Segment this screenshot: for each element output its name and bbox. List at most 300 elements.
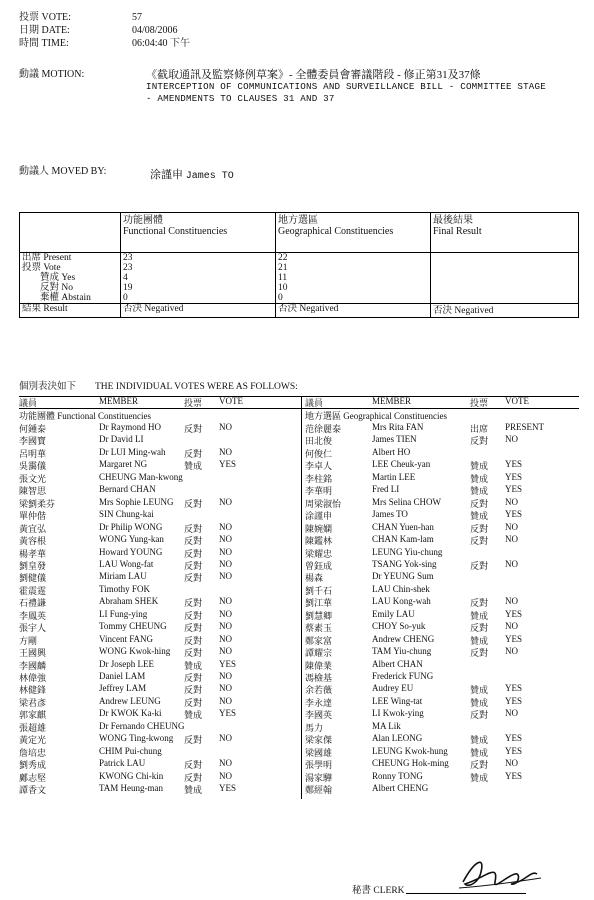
vote-zh: 反對: [184, 548, 203, 559]
fc-member-row: [19, 559, 299, 571]
member-name-en: Martin LEE: [372, 471, 416, 482]
vote-en: NO: [219, 571, 232, 582]
fc-member-row: [19, 609, 299, 621]
vote-zh: 反對: [184, 673, 203, 683]
fc-column-header: 議員 MEMBER 投票 VOTE: [19, 396, 243, 408]
fc-section-title: 功能團體 Functional Constituencies: [19, 411, 151, 421]
member-name-zh: 王國興: [19, 648, 47, 659]
fc-member-row: [19, 646, 299, 658]
member-name-zh: 陳偉業: [305, 660, 333, 671]
vote-zh: 反對: [470, 536, 489, 547]
gc-member-row: [305, 783, 580, 795]
fc-member-row: [19, 596, 299, 608]
gc-member-row: [305, 683, 580, 695]
gc-member-row: [305, 621, 580, 633]
gc-section-title: 地方選區 Geographical Constituencies: [305, 411, 447, 421]
member-name-zh: 張文光: [19, 473, 47, 484]
gc-member-row: [305, 584, 580, 596]
vote-en: YES: [219, 658, 237, 669]
member-name-zh: 劉千石: [305, 585, 333, 596]
fc-member-row: [19, 634, 299, 646]
vote-zh: 反對: [184, 424, 203, 434]
fc-member-row: [19, 696, 299, 708]
summary-row-labels: [20, 253, 121, 304]
fc-member-row: [19, 683, 299, 695]
vote-zh: 反對: [184, 560, 203, 571]
vote-en: NO: [219, 683, 232, 694]
vote-zh: 反對: [184, 536, 203, 547]
member-name-zh: 鄺志堅: [19, 772, 47, 783]
gc-member-row: [305, 484, 580, 496]
gc-member-row: [305, 434, 580, 446]
gc-member-row: [305, 659, 580, 671]
member-name-zh: 吳靄儀: [19, 461, 47, 472]
vote-en: YES: [505, 471, 523, 482]
fc-member-row: [19, 459, 299, 471]
gc-member-row: [305, 708, 580, 720]
member-name-zh: 何俊仁: [305, 448, 333, 459]
vote-zh: 贊成: [184, 461, 203, 472]
member-name-en: CHEUNG Hok-ming: [372, 758, 449, 769]
motion-text: [146, 69, 586, 105]
vote-en: NO: [505, 621, 518, 632]
member-name-zh: 李永達: [305, 697, 333, 708]
mover-zh: 涂謹申: [150, 169, 183, 181]
vote-zh: 贊成: [184, 710, 203, 721]
vote-zh: 反對: [470, 648, 489, 659]
vote-en: YES: [505, 509, 523, 520]
member-name-zh: 梁家傑: [305, 735, 333, 746]
fc-member-row: [19, 584, 299, 596]
member-name-zh: 張宇人: [19, 623, 47, 634]
member-name-en: KWONG Chi-kin: [99, 770, 164, 781]
vote-zh: 反對: [184, 623, 203, 634]
vote-zh: 贊成: [470, 635, 489, 646]
member-name-en: Emily LAU: [372, 608, 415, 619]
fc-member-row: [19, 659, 299, 671]
member-name-en: Albert CHAN: [372, 658, 423, 669]
gc-column-header: 議員 MEMBER 投票 VOTE: [305, 396, 529, 408]
gc-counts: 22 21 11 10 0: [276, 253, 431, 304]
vote-en: NO: [505, 708, 518, 719]
vote-zh: 反對: [184, 697, 203, 708]
member-name-zh: 呂明華: [19, 448, 47, 459]
member-name-en: LEE Wing-tat: [372, 695, 423, 706]
member-name-en: LAU Chin-shek: [372, 583, 430, 594]
vote-en: NO: [219, 558, 232, 569]
member-name-en: Dr David LI: [99, 434, 144, 445]
member-name-zh: 楊森: [305, 573, 324, 584]
member-name-zh: 李國麟: [19, 660, 47, 671]
vote-en: NO: [219, 646, 232, 657]
vote-en: NO: [219, 633, 232, 644]
member-name-en: LEE Cheuk-yan: [372, 459, 431, 470]
vote-en: PRESENT: [505, 422, 545, 432]
member-name-en: Audrey EU: [372, 683, 414, 694]
member-name-en: Ronny TONG: [372, 770, 423, 781]
member-name-zh: 范徐麗泰: [305, 424, 342, 434]
fc-member-row: [19, 783, 299, 795]
motion-label: 動議 MOTION:: [19, 69, 85, 80]
member-name-zh: 譚耀宗: [305, 648, 333, 659]
vote-zh: 反對: [470, 710, 489, 721]
fc-member-row: [19, 509, 299, 521]
member-name-zh: 郭家麒: [19, 710, 47, 721]
member-name-en: Albert HO: [372, 446, 411, 457]
gc-member-row: [305, 758, 580, 770]
member-name-zh: 馬力: [305, 722, 324, 733]
vote-zh: 贊成: [470, 685, 489, 696]
fc-member-row: [19, 758, 299, 770]
vote-en: NO: [219, 671, 232, 681]
gc-member-row: [305, 509, 580, 521]
member-name-zh: 霍震霆: [19, 585, 47, 596]
vote-zh: 反對: [184, 772, 203, 783]
member-name-zh: 楊孝華: [19, 548, 47, 559]
vote-zh: 反對: [470, 436, 489, 447]
member-name-en: James TO: [372, 509, 408, 520]
vote-number: 57: [132, 12, 142, 23]
member-name-zh: 劉皇發: [19, 560, 47, 571]
gc-member-row: [305, 522, 580, 534]
member-name-en: SIN Chung-kai: [99, 509, 154, 520]
member-name-en: Dr Raymond HO: [99, 422, 161, 432]
member-name-en: CHIM Pui-chung: [99, 745, 162, 756]
member-name-en: Andrew LEUNG: [99, 695, 161, 706]
vote-zh: 反對: [184, 735, 203, 746]
member-name-en: LAU Wong-fat: [99, 558, 154, 569]
final-result: 否決 Negatived: [431, 304, 579, 318]
present-label: 出席 Present: [22, 253, 72, 263]
votes-column-divider: [301, 396, 302, 799]
fc-member-row: [19, 522, 299, 534]
member-name-zh: 劉江華: [305, 598, 333, 609]
gc-member-row: [305, 596, 580, 608]
result-label: 結果 Result: [20, 304, 121, 318]
member-name-en: Fred LI: [372, 484, 400, 495]
fc-member-row: [19, 547, 299, 559]
vote-en: NO: [219, 621, 232, 632]
member-name-zh: 黃容根: [19, 536, 47, 547]
member-name-zh: 詹培忠: [19, 747, 47, 758]
member-name-en: LI Fung-ying: [99, 608, 148, 619]
vote-en: YES: [219, 459, 237, 470]
member-name-en: Mrs Sophie LEUNG: [99, 496, 174, 507]
final-result-header: 最後結果 Final Result: [431, 213, 579, 253]
fc-member-row: [19, 534, 299, 546]
member-name-zh: 劉慧卿: [305, 610, 333, 621]
member-name-zh: 李鳳英: [19, 610, 47, 621]
vote-zh: 出席: [470, 424, 489, 434]
member-name-en: TAM Yiu-chung: [372, 646, 432, 657]
vote-zh: 反對: [184, 498, 203, 509]
member-name-zh: 單仲偕: [19, 511, 47, 522]
member-name-zh: 林偉強: [19, 673, 47, 683]
gc-member-row: [305, 646, 580, 658]
member-name-zh: 馮檢基: [305, 673, 333, 683]
vote-en: YES: [505, 745, 523, 756]
vote-zh: 贊成: [470, 511, 489, 522]
fc-member-row: [19, 422, 299, 434]
vote-en: NO: [219, 446, 232, 457]
moved-by-label: 動議人 MOVED BY:: [19, 166, 107, 177]
vote-zh: 贊成: [470, 772, 489, 783]
vote-en: NO: [505, 521, 518, 532]
member-name-en: Bernard CHAN: [99, 484, 156, 495]
member-name-en: LAU Kong-wah: [372, 596, 431, 607]
vote-zh: 贊成: [470, 735, 489, 746]
member-name-en: Vincent FANG: [99, 633, 154, 644]
vote-en: NO: [505, 758, 518, 769]
fc-member-row: [19, 484, 299, 496]
gc-member-row: [305, 534, 580, 546]
member-name-en: LI Kwok-ying: [372, 708, 424, 719]
gc-member-row: [305, 771, 580, 783]
fc-result: 否決 Negatived: [121, 304, 276, 318]
member-name-en: Dr KWOK Ka-ki: [99, 708, 162, 719]
vote-en: YES: [505, 484, 523, 495]
member-name-zh: 陳婉嫻: [305, 523, 333, 534]
summary-table: [19, 212, 579, 318]
gc-member-row: [305, 459, 580, 471]
time-value: 06:04:40 下午: [132, 38, 191, 49]
vote-zh: 贊成: [470, 461, 489, 472]
vote-zh: 反對: [184, 648, 203, 659]
member-name-zh: 鄭家富: [305, 635, 333, 646]
vote-en: NO: [505, 496, 518, 507]
vote-zh: 贊成: [470, 697, 489, 708]
member-name-en: TSANG Yok-sing: [372, 558, 437, 569]
member-name-zh: 石禮謙: [19, 598, 47, 609]
vote-zh: 反對: [184, 573, 203, 584]
gc-member-row: [305, 559, 580, 571]
member-name-zh: 梁國雄: [305, 747, 333, 758]
member-name-en: TAM Heung-man: [99, 783, 164, 794]
member-name-en: Frederick FUNG: [372, 671, 434, 681]
fc-counts: 23 23 4 19 0: [121, 253, 276, 304]
member-name-en: Timothy FOK: [99, 583, 150, 594]
member-name-en: Dr Joseph LEE: [99, 658, 154, 669]
vote-zh: 反對: [184, 685, 203, 696]
vote-en: NO: [505, 434, 518, 445]
gc-member-row: [305, 547, 580, 559]
fc-member-row: [19, 571, 299, 583]
member-name-en: Dr Philip WONG: [99, 521, 163, 532]
member-name-en: Dr LUI Ming-wah: [99, 446, 166, 457]
motion-zh: 《截取通訊及監察條例草案》- 全體委員會審議階段 - 修正第31及37條: [146, 69, 481, 81]
member-name-zh: 劉健儀: [19, 573, 47, 584]
member-name-zh: 林健鋒: [19, 685, 47, 696]
member-name-zh: 田北俊: [305, 436, 333, 447]
member-name-en: Patrick LAU: [99, 758, 146, 769]
member-name-en: WONG Yung-kan: [99, 534, 164, 545]
vote-en: NO: [505, 646, 518, 657]
vote-en: YES: [505, 695, 523, 706]
mover-en: James TO: [185, 171, 234, 182]
member-name-en: Andrew CHENG: [372, 633, 435, 644]
member-name-en: LEUNG Yiu-chung: [372, 546, 443, 557]
gc-member-row: [305, 671, 580, 683]
gc-member-row: [305, 609, 580, 621]
vote-en: YES: [505, 733, 523, 744]
vote-en: NO: [219, 733, 232, 744]
fc-member-row: [19, 708, 299, 720]
gc-member-row: [305, 634, 580, 646]
vote-zh: 反對: [470, 523, 489, 534]
member-name-zh: 李國寶: [19, 436, 47, 447]
member-name-en: Mrs Rita FAN: [372, 422, 424, 432]
member-name-en: Albert CHENG: [372, 783, 429, 794]
member-name-en: Howard YOUNG: [99, 546, 163, 557]
member-name-en: James TIEN: [372, 434, 417, 445]
time-label: 時間 TIME:: [19, 38, 69, 49]
vote-zh: 反對: [184, 760, 203, 771]
member-name-zh: 黃定光: [19, 735, 47, 746]
member-name-zh: 劉秀成: [19, 760, 47, 771]
member-name-en: LEUNG Kwok-hung: [372, 745, 448, 756]
member-name-zh: 梁劉柔芬: [19, 498, 56, 509]
member-name-en: Abraham SHEK: [99, 596, 159, 607]
moved-by-value: [150, 166, 234, 182]
gc-member-row: [305, 447, 580, 459]
clerk-label: 秘書 CLERK: [352, 886, 405, 896]
gc-member-row: [305, 721, 580, 733]
date-label: 日期 DATE:: [19, 25, 70, 36]
vote-zh: 贊成: [470, 473, 489, 484]
vote-en: YES: [505, 633, 523, 644]
member-name-zh: 李華明: [305, 486, 333, 497]
motion-en-line1: INTERCEPTION OF COMMUNICATIONS AND SURVEILLANCE BILL - COMMITTEE STAGE: [146, 81, 546, 92]
fc-member-row: [19, 746, 299, 758]
vote-zh: 反對: [470, 498, 489, 509]
gc-member-row: [305, 497, 580, 509]
member-name-zh: 湯家驊: [305, 772, 333, 783]
member-name-en: Alan LEONG: [372, 733, 423, 744]
member-name-zh: 陳智思: [19, 486, 47, 497]
fc-member-row: [19, 621, 299, 633]
member-name-en: WONG Ting-kwong: [99, 733, 174, 744]
vote-zh: 反對: [184, 610, 203, 621]
vote-zh: 反對: [470, 560, 489, 571]
member-name-en: Mrs Selina CHOW: [372, 496, 441, 507]
yes-label: 贊成 Yes: [40, 273, 76, 283]
no-label: 反對 No: [40, 283, 73, 293]
vote-count-label: 投票 Vote: [22, 263, 61, 273]
vote-label: 投票 VOTE:: [19, 12, 71, 23]
gc-member-row: [305, 696, 580, 708]
vote-zh: 反對: [184, 635, 203, 646]
member-name-zh: 曾鈺成: [305, 560, 333, 571]
member-name-zh: 梁君彥: [19, 697, 47, 708]
fc-member-row: [19, 497, 299, 509]
vote-en: NO: [219, 546, 232, 557]
member-name-en: Margaret NG: [99, 459, 148, 470]
member-name-en: Dr YEUNG Sum: [372, 571, 434, 582]
member-name-zh: 黃宜弘: [19, 523, 47, 534]
member-name-zh: 方剛: [19, 635, 38, 646]
vote-en: NO: [219, 422, 232, 432]
member-name-en: CHEUNG Man-kwong: [99, 471, 183, 482]
vote-en: NO: [505, 596, 518, 607]
fc-header: 功能團體 Functional Constituencies: [121, 213, 276, 253]
vote-en: NO: [219, 496, 232, 507]
member-name-zh: 張超雄: [19, 722, 47, 733]
member-name-zh: 周梁淑怡: [305, 498, 342, 509]
fc-member-row: [19, 434, 299, 446]
member-name-zh: 譚香文: [19, 785, 47, 796]
date-value: 04/08/2006: [132, 25, 178, 36]
member-name-en: CHAN Kam-lam: [372, 534, 434, 545]
vote-en: YES: [505, 770, 523, 781]
member-name-zh: 何鍾泰: [19, 424, 47, 434]
fc-member-row: [19, 721, 299, 733]
gc-member-row: [305, 422, 580, 434]
fc-member-row: [19, 733, 299, 745]
vote-en: YES: [505, 459, 523, 470]
member-name-zh: 鄭經翰: [305, 785, 333, 796]
member-name-zh: 李卓人: [305, 461, 333, 472]
fc-member-row: [19, 771, 299, 783]
member-name-zh: 涂謹申: [305, 511, 333, 522]
member-name-zh: 陳鑑林: [305, 536, 333, 547]
vote-en: NO: [505, 534, 518, 545]
gc-header: 地方選區 Geographical Constituencies: [276, 213, 431, 253]
vote-en: NO: [219, 695, 232, 706]
member-name-zh: 余若薇: [305, 685, 333, 696]
member-name-en: WONG Kwok-hing: [99, 646, 171, 657]
gc-member-row: [305, 746, 580, 758]
vote-en: YES: [219, 783, 237, 794]
fc-member-row: [19, 472, 299, 484]
motion-en-line2: - AMENDMENTS TO CLAUSES 31 AND 37: [146, 93, 335, 104]
votes-title: 個別表決如下 THE INDIVIDUAL VOTES WERE AS FOLLOWS:: [19, 382, 298, 392]
vote-en: YES: [505, 608, 523, 619]
vote-en: YES: [219, 708, 237, 719]
vote-en: NO: [219, 534, 232, 545]
member-name-zh: 李柱銘: [305, 473, 333, 484]
gc-member-row: [305, 733, 580, 745]
vote-zh: 贊成: [184, 660, 203, 671]
vote-en: NO: [219, 521, 232, 532]
member-name-en: MA Lik: [372, 720, 401, 731]
member-name-en: Tommy CHEUNG: [99, 621, 167, 632]
gc-member-row: [305, 472, 580, 484]
gc-result: 否決 Negatived: [276, 304, 431, 318]
clerk-signature: [455, 852, 545, 894]
vote-zh: 反對: [184, 523, 203, 534]
member-name-zh: 蔡素玉: [305, 623, 333, 634]
vote-en: NO: [219, 596, 232, 607]
member-name-en: CHAN Yuen-han: [372, 521, 434, 532]
vote-en: NO: [219, 608, 232, 619]
vote-zh: 反對: [184, 598, 203, 609]
vote-en: YES: [505, 683, 523, 694]
vote-en: NO: [219, 770, 232, 781]
vote-zh: 反對: [470, 760, 489, 771]
member-name-en: Jeffrey LAM: [99, 683, 147, 694]
member-name-en: Daniel LAM: [99, 671, 146, 681]
vote-zh: 贊成: [470, 610, 489, 621]
vote-zh: 反對: [470, 598, 489, 609]
gc-member-row: [305, 571, 580, 583]
vote-zh: 贊成: [184, 785, 203, 796]
member-name-en: Miriam LAU: [99, 571, 147, 582]
vote-zh: 贊成: [470, 486, 489, 497]
member-name-en: CHOY So-yuk: [372, 621, 426, 632]
member-name-zh: 梁耀忠: [305, 548, 333, 559]
fc-member-row: [19, 671, 299, 683]
abstain-label: 棄權 Abstain: [40, 293, 91, 303]
